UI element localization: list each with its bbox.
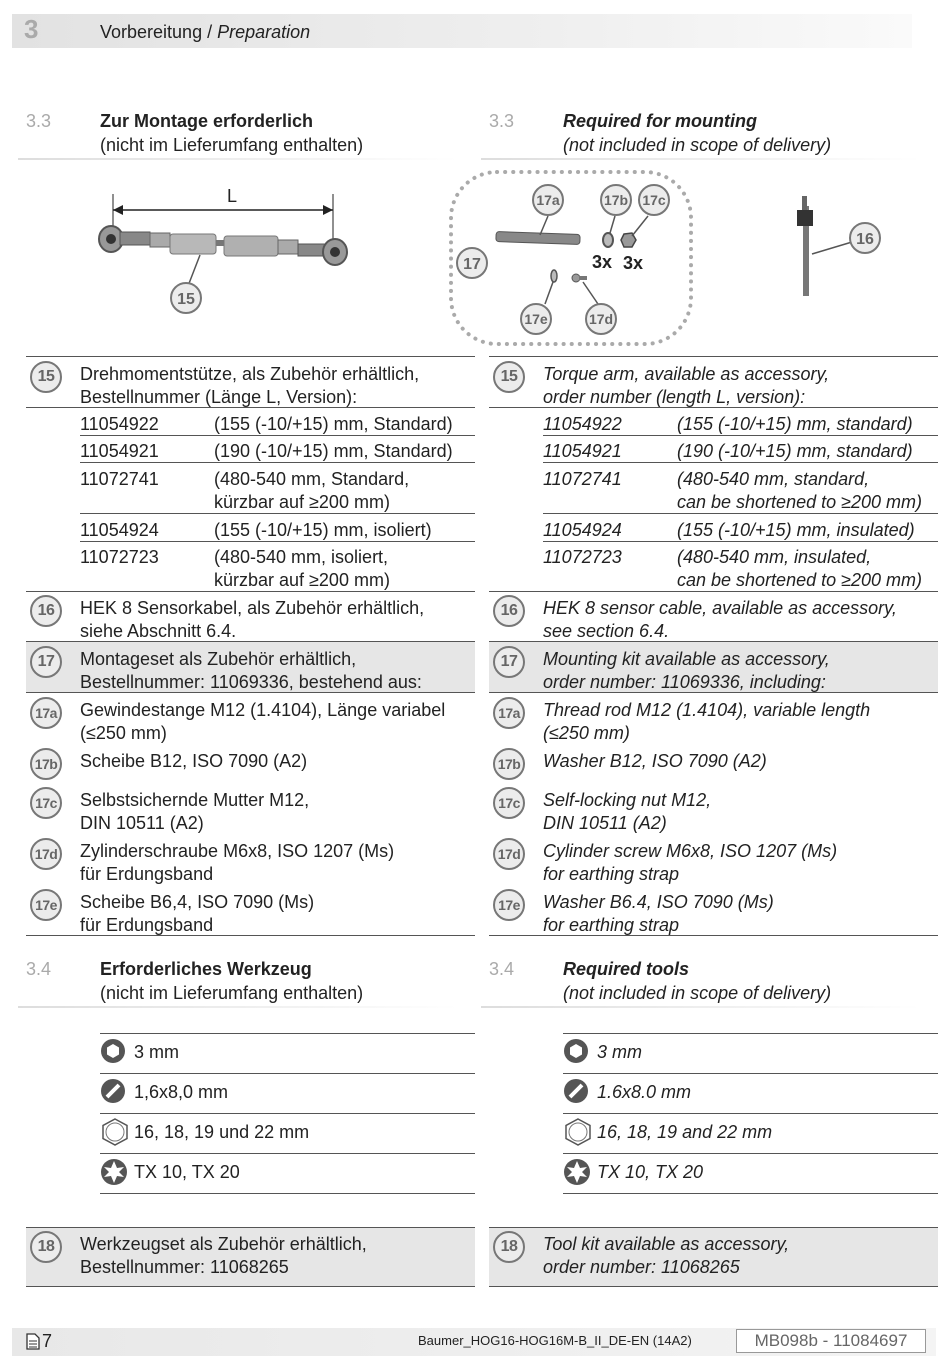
divider: [563, 1033, 938, 1034]
item-17a-line2: (≤250 mm): [543, 723, 630, 743]
order-desc-line2: kürzbar auf ≥200 mm): [214, 492, 390, 512]
item-17e-line2: für Erdungsband: [80, 915, 214, 935]
item-17d-line2: for earthing strap: [543, 864, 680, 884]
qty-washer: 3x: [591, 252, 613, 272]
order-code: 11054924: [543, 520, 622, 540]
divider: [489, 935, 938, 936]
torx-icon: [99, 1157, 129, 1187]
badge-17e: [521, 304, 551, 334]
tool-size: TX 10, TX 20: [134, 1162, 240, 1182]
badge-16: 16: [30, 595, 62, 627]
badge-17c: [639, 185, 669, 215]
torque-arm-illustration: [99, 194, 347, 286]
section-title-de: Zur Montage erforderlich: [100, 111, 314, 131]
badge-17b: [601, 185, 631, 215]
badge-17: 17: [493, 646, 525, 678]
divider: [100, 1193, 475, 1194]
order-code: 11054921: [80, 441, 159, 461]
small-washer-illustration: [545, 270, 557, 304]
divider: [26, 1286, 475, 1287]
page-icon: [26, 1333, 40, 1350]
divider: [489, 591, 938, 592]
badge-16: [850, 223, 880, 253]
order-desc: (155 (-10/+15) mm, insulated): [677, 520, 915, 540]
divider: [26, 591, 475, 592]
chapter-title: Vorbereitung / Preparation: [100, 22, 311, 42]
badge-15: 15: [493, 361, 525, 393]
divider: [543, 541, 938, 542]
order-desc-line2: can be shortened to ≥200 mm): [677, 570, 923, 590]
order-desc: (480-540 mm, Standard,: [214, 469, 410, 489]
item-17b-line1: Scheibe B12, ISO 7090 (A2): [80, 751, 308, 771]
order-desc: (480-540 mm, insulated,: [677, 547, 872, 567]
badge-15: [171, 283, 201, 313]
item-16-line2: siehe Abschnitt 6.4.: [80, 621, 237, 641]
divider: [26, 935, 475, 936]
divider: [543, 435, 938, 436]
divider: [489, 1286, 938, 1287]
screw-illustration: [572, 274, 598, 304]
hex-key-icon: [564, 1039, 588, 1063]
section-subtitle-de: (nicht im Lieferumfang enthalten): [100, 135, 364, 155]
order-desc: (480-540 mm, standard,: [677, 469, 870, 489]
item-18-line1: Tool kit available as accessory,: [543, 1234, 790, 1254]
item-17a-line1: Thread rod M12 (1.4104), variable length: [543, 700, 871, 720]
order-code: 11054922: [80, 414, 159, 434]
svg-text:17: 17: [463, 256, 481, 273]
badge-17c: 17c: [30, 787, 62, 819]
divider: [543, 462, 938, 463]
divider: [100, 1153, 475, 1154]
item-17c-line1: Selbstsichernde Mutter M12,: [80, 790, 310, 810]
item-17b-line1: Washer B12, ISO 7090 (A2): [543, 751, 767, 771]
section-rule: [18, 1006, 458, 1008]
item-15-line2: order number (length L, version):: [543, 387, 806, 407]
divider: [80, 541, 475, 542]
qty-nut: 3x: [622, 253, 644, 273]
badge-17e: 17e: [30, 889, 62, 921]
divider: [563, 1113, 938, 1114]
item-17a-line1: Gewindestange M12 (1.4104), Länge variabel: [80, 700, 446, 720]
item-17a-line2: (≤250 mm): [80, 723, 167, 743]
tool-size: 3 mm: [597, 1042, 642, 1062]
divider: [489, 692, 938, 693]
tool-size: 3 mm: [134, 1042, 179, 1062]
section-subtitle-en: (not included in scope of delivery): [563, 983, 832, 1003]
item-18-line1: Werkzeugset als Zubehör erhältlich,: [80, 1234, 367, 1254]
order-desc: (190 (-10/+15) mm, standard): [677, 441, 913, 461]
item-17c-line2: DIN 10511 (A2): [543, 813, 667, 833]
badge-17d: 17d: [493, 838, 525, 870]
item-15-line1: Drehmomentstütze, als Zubehör erhältlich,: [80, 364, 420, 384]
tool-size: 16, 18, 19 and 22 mm: [597, 1122, 773, 1142]
nut-illustration: [621, 216, 648, 247]
tool-size: 16, 18, 19 und 22 mm: [134, 1122, 310, 1142]
svg-text:15: 15: [177, 291, 195, 308]
badge-17: [457, 248, 487, 278]
section-number-en: 3.3: [489, 111, 515, 131]
hex-key-icon: [101, 1039, 125, 1063]
order-desc: (155 (-10/+15) mm, standard): [677, 414, 913, 434]
badge-17: 17: [30, 646, 62, 678]
divider: [26, 1227, 475, 1228]
item-17d-line1: Cylinder screw M6x8, ISO 1207 (Ms): [543, 841, 838, 861]
divider: [489, 407, 938, 408]
svg-text:17e: 17e: [524, 311, 548, 327]
svg-text:17b: 17b: [603, 192, 629, 208]
badge-15: 15: [30, 361, 62, 393]
divider: [26, 692, 475, 693]
divider: [563, 1153, 938, 1154]
tool-size: 1.6x8.0 mm: [597, 1082, 692, 1102]
section-number-de: 3.3: [26, 111, 52, 131]
item-17c-line2: DIN 10511 (A2): [80, 813, 204, 833]
item-17d-line2: für Erdungsband: [80, 864, 214, 884]
section-subtitle-en: (not included in scope of delivery): [563, 135, 832, 155]
item-18-line2: Bestellnummer: 11068265: [80, 1257, 289, 1277]
badge-18: 18: [30, 1231, 62, 1263]
divider: [489, 356, 938, 357]
svg-text:16: 16: [856, 231, 874, 248]
item-16-line1: HEK 8 Sensorkabel, als Zubehör erhältlich,: [80, 598, 425, 618]
badge-17e: 17e: [493, 889, 525, 921]
order-code: 11054924: [80, 520, 159, 540]
document-code: MB098b - 11084697: [736, 1329, 926, 1353]
sensor-cable-illustration: [797, 196, 852, 296]
badge-16: 16: [493, 595, 525, 627]
order-code: 11054922: [543, 414, 622, 434]
section-title-en: Required tools: [563, 959, 690, 979]
section-title-de: Erforderliches Werkzeug: [100, 959, 312, 979]
order-code: 11072741: [80, 469, 159, 489]
order-desc: (480-540 mm, isoliert,: [214, 547, 389, 567]
divider: [80, 435, 475, 436]
flat-screwdriver-icon: [101, 1079, 125, 1103]
order-desc-line2: kürzbar auf ≥200 mm): [214, 570, 390, 590]
divider: [489, 1227, 938, 1228]
wrench-hex-icon: [100, 1117, 130, 1147]
tool-size: 1,6x8,0 mm: [134, 1082, 229, 1102]
item-17-line1: Montageset als Zubehör erhältlich,: [80, 649, 357, 669]
badge-17d: 17d: [30, 838, 62, 870]
badge-17c: 17c: [493, 787, 525, 819]
section-title-en: Required for mounting: [563, 111, 757, 131]
order-code: 11054921: [543, 441, 622, 461]
divider: [100, 1033, 475, 1034]
order-desc: (155 (-10/+15) mm, Standard): [214, 414, 453, 434]
wrench-hex-icon: [563, 1117, 593, 1147]
item-17-line1: Mounting kit available as accessory,: [543, 649, 830, 669]
order-code: 11072723: [543, 547, 622, 567]
svg-text:17d: 17d: [588, 311, 614, 327]
item-17e-line2: for earthing strap: [543, 915, 680, 935]
order-code: 11072741: [543, 469, 622, 489]
chapter-number: 3: [24, 14, 39, 44]
section-subtitle-de: (nicht im Lieferumfang enthalten): [100, 983, 364, 1003]
tool-size: TX 10, TX 20: [597, 1162, 704, 1182]
badge-17b: 17b: [30, 748, 62, 780]
divider: [100, 1113, 475, 1114]
thread-rod-illustration: [496, 216, 580, 244]
section-number-en: 3.4: [489, 959, 515, 979]
divider: [26, 407, 475, 408]
item-17c-line1: Self-locking nut M12,: [543, 790, 712, 810]
divider: [26, 356, 475, 357]
item-17-line2: Bestellnummer: 11069336, bestehend aus:: [80, 672, 422, 692]
divider: [563, 1073, 938, 1074]
badge-17a: 17a: [493, 697, 525, 729]
badge-18: 18: [493, 1231, 525, 1263]
divider: [100, 1073, 475, 1074]
flat-screwdriver-icon: [564, 1079, 588, 1103]
divider: [80, 462, 475, 463]
order-desc-line2: can be shortened to ≥200 mm): [677, 492, 923, 512]
order-code: 11072723: [80, 547, 159, 567]
item-17-line2: order number: 11069336, including:: [543, 672, 826, 692]
divider: [543, 513, 938, 514]
item-16-line1: HEK 8 sensor cable, available as accessory,: [543, 598, 897, 618]
divider: [563, 1193, 938, 1194]
badge-17b: 17b: [493, 748, 525, 780]
divider: [80, 513, 475, 514]
washer-illustration: [603, 216, 615, 247]
svg-text:17a: 17a: [536, 192, 560, 208]
parts-figure: [0, 160, 950, 350]
torx-icon: [562, 1157, 592, 1187]
badge-17a: [533, 185, 563, 215]
document-name: Baumer_HOG16-HOG16M-B_II_DE-EN (14A2): [418, 1333, 692, 1348]
item-17d-line1: Zylinderschraube M6x8, ISO 1207 (Ms): [80, 841, 395, 861]
item-17e-line1: Scheibe B6,4, ISO 7090 (Ms): [80, 892, 315, 912]
item-18-line2: order number: 11068265: [543, 1257, 740, 1277]
page-number: 7: [42, 1331, 53, 1351]
item-15-line2: Bestellnummer (Länge L, Version):: [80, 387, 358, 407]
item-16-line2: see section 6.4.: [543, 621, 670, 641]
item-17e-line1: Washer B6.4, ISO 7090 (Ms): [543, 892, 774, 912]
svg-text:17c: 17c: [642, 192, 666, 208]
section-rule: [481, 1006, 921, 1008]
section-number-de: 3.4: [26, 959, 52, 979]
order-desc: (155 (-10/+15) mm, isoliert): [214, 520, 432, 540]
order-desc: (190 (-10/+15) mm, Standard): [214, 441, 453, 461]
badge-17d: [586, 304, 616, 334]
badge-17a: 17a: [30, 697, 62, 729]
item-15-line1: Torque arm, available as accessory,: [543, 364, 830, 384]
dimension-label: L: [226, 186, 238, 206]
